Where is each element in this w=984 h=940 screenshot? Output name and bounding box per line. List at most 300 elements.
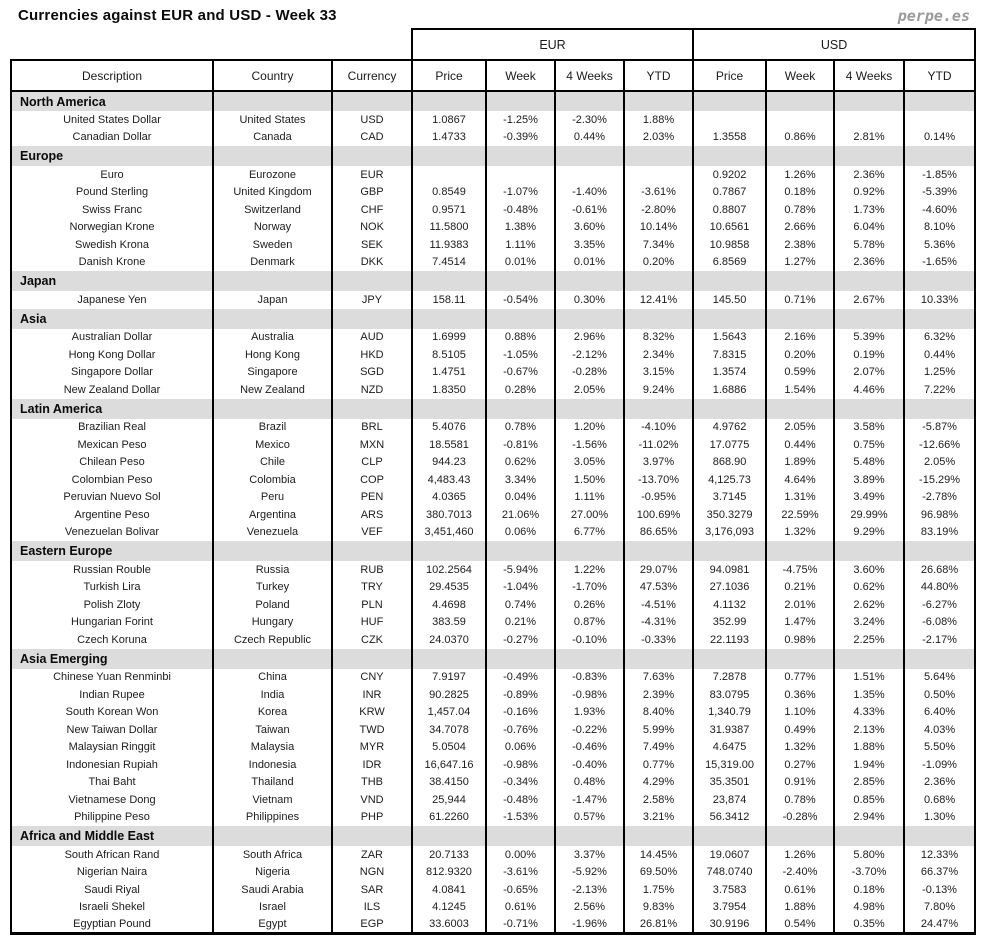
currency-row bbox=[11, 756, 975, 774]
eur-ytd: 5.99% bbox=[624, 721, 693, 739]
eur-4weeks: -1.40% bbox=[555, 184, 624, 202]
usd-4weeks: 5.39% bbox=[834, 329, 904, 347]
eur-price: 4,483.43 bbox=[412, 471, 486, 489]
eur-price: 4.4698 bbox=[412, 596, 486, 614]
currency-code: KRW bbox=[332, 704, 412, 722]
currency-row bbox=[11, 111, 975, 129]
currency-description: New Zealand Dollar bbox=[11, 381, 213, 399]
eur-price: 944.23 bbox=[412, 454, 486, 472]
eur-ytd: -4.31% bbox=[624, 614, 693, 632]
usd-ytd: 4.03% bbox=[904, 721, 975, 739]
currency-country: Taiwan bbox=[213, 721, 332, 739]
usd-price: 83.0795 bbox=[693, 686, 766, 704]
section-band-cell bbox=[693, 826, 766, 846]
usd-4weeks: 3.60% bbox=[834, 561, 904, 579]
currency-country: Brazil bbox=[213, 419, 332, 437]
col-header-eur-week: Week bbox=[486, 60, 555, 91]
eur-week: 0.62% bbox=[486, 454, 555, 472]
currency-code: VND bbox=[332, 791, 412, 809]
currency-code: SEK bbox=[332, 236, 412, 254]
group-header-eur: EUR bbox=[412, 29, 693, 60]
currency-row bbox=[11, 809, 975, 827]
currency-row bbox=[11, 614, 975, 632]
usd-ytd bbox=[904, 111, 975, 129]
currency-country: United Kingdom bbox=[213, 184, 332, 202]
currency-row bbox=[11, 184, 975, 202]
eur-price: 0.8549 bbox=[412, 184, 486, 202]
usd-price: 868.90 bbox=[693, 454, 766, 472]
eur-price: 38.4150 bbox=[412, 774, 486, 792]
currency-code: PEN bbox=[332, 489, 412, 507]
eur-week: 21.06% bbox=[486, 506, 555, 524]
currency-code: PHP bbox=[332, 809, 412, 827]
eur-ytd: 2.58% bbox=[624, 791, 693, 809]
section-band-cell bbox=[412, 271, 486, 291]
usd-price: 1.3574 bbox=[693, 364, 766, 382]
currency-row bbox=[11, 561, 975, 579]
currency-description: New Taiwan Dollar bbox=[11, 721, 213, 739]
currency-description: Vietnamese Dong bbox=[11, 791, 213, 809]
usd-4weeks: 5.48% bbox=[834, 454, 904, 472]
usd-ytd: -6.27% bbox=[904, 596, 975, 614]
usd-week: -2.40% bbox=[766, 864, 834, 882]
section-band-cell bbox=[766, 91, 834, 111]
section-band-cell bbox=[624, 826, 693, 846]
eur-week: -0.89% bbox=[486, 686, 555, 704]
section-band-cell bbox=[834, 541, 904, 561]
usd-ytd: 8.10% bbox=[904, 219, 975, 237]
usd-4weeks: 5.78% bbox=[834, 236, 904, 254]
section-band-cell bbox=[486, 91, 555, 111]
usd-price: 4.6475 bbox=[693, 739, 766, 757]
usd-ytd: -12.66% bbox=[904, 436, 975, 454]
eur-price: 812.9320 bbox=[412, 864, 486, 882]
usd-ytd: 10.33% bbox=[904, 291, 975, 309]
eur-ytd: 1.75% bbox=[624, 881, 693, 899]
eur-week: -0.76% bbox=[486, 721, 555, 739]
group-header-spacer bbox=[11, 29, 412, 60]
eur-4weeks: 6.77% bbox=[555, 524, 624, 542]
usd-ytd: 6.32% bbox=[904, 329, 975, 347]
eur-price: 33.6003 bbox=[412, 916, 486, 934]
section-band-cell bbox=[624, 309, 693, 329]
eur-week: -0.48% bbox=[486, 201, 555, 219]
eur-price: 61.2260 bbox=[412, 809, 486, 827]
currency-country: Peru bbox=[213, 489, 332, 507]
eur-price: 4.0841 bbox=[412, 881, 486, 899]
eur-4weeks: 3.05% bbox=[555, 454, 624, 472]
usd-week: 1.88% bbox=[766, 899, 834, 917]
eur-price: 11.5800 bbox=[412, 219, 486, 237]
eur-price: 90.2825 bbox=[412, 686, 486, 704]
col-header-eur-4weeks: 4 Weeks bbox=[555, 60, 624, 91]
section-band-cell bbox=[766, 309, 834, 329]
section-title: Africa and Middle East bbox=[11, 826, 213, 846]
currency-country: Philippines bbox=[213, 809, 332, 827]
currency-code: NGN bbox=[332, 864, 412, 882]
usd-week: 0.21% bbox=[766, 579, 834, 597]
currency-country: Turkey bbox=[213, 579, 332, 597]
eur-ytd bbox=[624, 166, 693, 184]
eur-week: -5.94% bbox=[486, 561, 555, 579]
currency-description: Swedish Krona bbox=[11, 236, 213, 254]
usd-ytd: 0.50% bbox=[904, 686, 975, 704]
section-header-row bbox=[11, 91, 975, 111]
section-band-cell bbox=[486, 826, 555, 846]
currency-country: Denmark bbox=[213, 254, 332, 272]
eur-ytd: 0.77% bbox=[624, 756, 693, 774]
usd-4weeks: 2.85% bbox=[834, 774, 904, 792]
usd-ytd: 83.19% bbox=[904, 524, 975, 542]
currency-description: Egyptian Pound bbox=[11, 916, 213, 934]
currency-row bbox=[11, 864, 975, 882]
currency-description: Brazilian Real bbox=[11, 419, 213, 437]
usd-ytd: 44.80% bbox=[904, 579, 975, 597]
section-header-row bbox=[11, 271, 975, 291]
col-header-usd-week: Week bbox=[766, 60, 834, 91]
section-band-cell bbox=[486, 649, 555, 669]
usd-week: 1.27% bbox=[766, 254, 834, 272]
eur-4weeks: 1.11% bbox=[555, 489, 624, 507]
eur-4weeks: -0.46% bbox=[555, 739, 624, 757]
eur-4weeks: 1.93% bbox=[555, 704, 624, 722]
currency-country: Russia bbox=[213, 561, 332, 579]
usd-ytd: -0.13% bbox=[904, 881, 975, 899]
eur-ytd: -13.70% bbox=[624, 471, 693, 489]
currency-country: Canada bbox=[213, 129, 332, 147]
eur-ytd: 47.53% bbox=[624, 579, 693, 597]
eur-4weeks: -0.10% bbox=[555, 631, 624, 649]
currency-row bbox=[11, 916, 975, 934]
eur-4weeks: -2.30% bbox=[555, 111, 624, 129]
eur-price: 34.7078 bbox=[412, 721, 486, 739]
currency-description: Norwegian Krone bbox=[11, 219, 213, 237]
col-header-eur-ytd: YTD bbox=[624, 60, 693, 91]
usd-ytd: 5.50% bbox=[904, 739, 975, 757]
section-band-cell bbox=[693, 146, 766, 166]
currency-row bbox=[11, 381, 975, 399]
currency-row bbox=[11, 201, 975, 219]
eur-ytd: 14.45% bbox=[624, 846, 693, 864]
eur-week: -1.05% bbox=[486, 346, 555, 364]
currency-country: Indonesia bbox=[213, 756, 332, 774]
section-band-cell bbox=[834, 271, 904, 291]
currency-code: MXN bbox=[332, 436, 412, 454]
currency-description: Indonesian Rupiah bbox=[11, 756, 213, 774]
currency-country: Israel bbox=[213, 899, 332, 917]
currency-country: Korea bbox=[213, 704, 332, 722]
eur-price: 1.4733 bbox=[412, 129, 486, 147]
section-band-cell bbox=[693, 541, 766, 561]
section-band-cell bbox=[213, 399, 332, 419]
eur-price: 4.1245 bbox=[412, 899, 486, 917]
section-band-cell bbox=[412, 309, 486, 329]
eur-week: 0.00% bbox=[486, 846, 555, 864]
usd-4weeks: 3.89% bbox=[834, 471, 904, 489]
eur-week: -0.27% bbox=[486, 631, 555, 649]
currency-row bbox=[11, 254, 975, 272]
eur-week: 0.06% bbox=[486, 739, 555, 757]
eur-week: 1.11% bbox=[486, 236, 555, 254]
usd-ytd: 0.68% bbox=[904, 791, 975, 809]
eur-4weeks: 0.44% bbox=[555, 129, 624, 147]
section-band-cell bbox=[332, 649, 412, 669]
currency-code: SAR bbox=[332, 881, 412, 899]
section-band-cell bbox=[555, 309, 624, 329]
section-band-cell bbox=[412, 826, 486, 846]
usd-4weeks: 1.94% bbox=[834, 756, 904, 774]
title-bar bbox=[0, 0, 984, 28]
eur-4weeks: -0.22% bbox=[555, 721, 624, 739]
eur-4weeks: 0.30% bbox=[555, 291, 624, 309]
usd-price: 3.7583 bbox=[693, 881, 766, 899]
section-band-cell bbox=[213, 541, 332, 561]
eur-4weeks: -0.61% bbox=[555, 201, 624, 219]
section-band-cell bbox=[624, 271, 693, 291]
usd-4weeks: 0.62% bbox=[834, 579, 904, 597]
usd-4weeks: 5.80% bbox=[834, 846, 904, 864]
usd-4weeks: 29.99% bbox=[834, 506, 904, 524]
currency-row bbox=[11, 669, 975, 687]
currency-row bbox=[11, 704, 975, 722]
usd-ytd: 0.14% bbox=[904, 129, 975, 147]
eur-price: 102.2564 bbox=[412, 561, 486, 579]
section-title: Asia Emerging bbox=[11, 649, 213, 669]
currency-table bbox=[10, 28, 976, 935]
eur-ytd: 12.41% bbox=[624, 291, 693, 309]
currency-description: Swiss Franc bbox=[11, 201, 213, 219]
eur-price: 16,647.16 bbox=[412, 756, 486, 774]
eur-week: -0.81% bbox=[486, 436, 555, 454]
col-header-usd-ytd: YTD bbox=[904, 60, 975, 91]
eur-price: 3,451,460 bbox=[412, 524, 486, 542]
usd-price: 19.0607 bbox=[693, 846, 766, 864]
currency-country: Norway bbox=[213, 219, 332, 237]
usd-price: 350.3279 bbox=[693, 506, 766, 524]
usd-4weeks: 2.67% bbox=[834, 291, 904, 309]
eur-4weeks: -0.83% bbox=[555, 669, 624, 687]
eur-week: 3.34% bbox=[486, 471, 555, 489]
section-band-cell bbox=[486, 309, 555, 329]
section-title: Asia bbox=[11, 309, 213, 329]
eur-ytd: 7.49% bbox=[624, 739, 693, 757]
eur-4weeks bbox=[555, 166, 624, 184]
usd-price: 1.5643 bbox=[693, 329, 766, 347]
eur-week: -0.49% bbox=[486, 669, 555, 687]
usd-price: 1.3558 bbox=[693, 129, 766, 147]
usd-week: 0.20% bbox=[766, 346, 834, 364]
eur-week: -0.67% bbox=[486, 364, 555, 382]
usd-week: 1.32% bbox=[766, 524, 834, 542]
usd-4weeks: 2.36% bbox=[834, 254, 904, 272]
usd-4weeks: 4.46% bbox=[834, 381, 904, 399]
section-band-cell bbox=[624, 541, 693, 561]
section-band-cell bbox=[486, 271, 555, 291]
section-band-cell bbox=[555, 399, 624, 419]
usd-week: 0.77% bbox=[766, 669, 834, 687]
eur-price: 380.7013 bbox=[412, 506, 486, 524]
usd-week: 0.98% bbox=[766, 631, 834, 649]
currency-country: Sweden bbox=[213, 236, 332, 254]
currency-row bbox=[11, 129, 975, 147]
usd-week: 0.44% bbox=[766, 436, 834, 454]
usd-4weeks: 2.13% bbox=[834, 721, 904, 739]
eur-price: 1.6999 bbox=[412, 329, 486, 347]
currency-country: Vietnam bbox=[213, 791, 332, 809]
eur-4weeks: -2.12% bbox=[555, 346, 624, 364]
section-band-cell bbox=[332, 826, 412, 846]
currency-row bbox=[11, 739, 975, 757]
usd-week: 1.47% bbox=[766, 614, 834, 632]
currency-code: CLP bbox=[332, 454, 412, 472]
usd-ytd: 7.80% bbox=[904, 899, 975, 917]
usd-4weeks: 2.62% bbox=[834, 596, 904, 614]
usd-price: 6.8569 bbox=[693, 254, 766, 272]
eur-price: 383.59 bbox=[412, 614, 486, 632]
eur-ytd: 3.15% bbox=[624, 364, 693, 382]
eur-4weeks: 3.35% bbox=[555, 236, 624, 254]
section-band-cell bbox=[766, 271, 834, 291]
eur-ytd: 7.34% bbox=[624, 236, 693, 254]
section-band-cell bbox=[332, 271, 412, 291]
eur-price: 20.7133 bbox=[412, 846, 486, 864]
usd-4weeks: 0.85% bbox=[834, 791, 904, 809]
col-header-eur-price: Price bbox=[412, 60, 486, 91]
currency-row bbox=[11, 899, 975, 917]
currency-row bbox=[11, 596, 975, 614]
section-band-cell bbox=[213, 826, 332, 846]
currency-description: Turkish Lira bbox=[11, 579, 213, 597]
eur-week: 0.88% bbox=[486, 329, 555, 347]
currency-description: Philippine Peso bbox=[11, 809, 213, 827]
currency-code: USD bbox=[332, 111, 412, 129]
usd-ytd: 2.36% bbox=[904, 774, 975, 792]
currency-country: Switzerland bbox=[213, 201, 332, 219]
eur-price: 1.4751 bbox=[412, 364, 486, 382]
currency-code: DKK bbox=[332, 254, 412, 272]
usd-week: 0.91% bbox=[766, 774, 834, 792]
currency-country: New Zealand bbox=[213, 381, 332, 399]
eur-ytd: -11.02% bbox=[624, 436, 693, 454]
eur-4weeks: 0.01% bbox=[555, 254, 624, 272]
usd-week: 0.78% bbox=[766, 201, 834, 219]
usd-week: 0.71% bbox=[766, 291, 834, 309]
usd-price: 3.7145 bbox=[693, 489, 766, 507]
eur-ytd: 9.83% bbox=[624, 899, 693, 917]
usd-ytd: 24.47% bbox=[904, 916, 975, 934]
eur-week: -0.71% bbox=[486, 916, 555, 934]
currency-row bbox=[11, 631, 975, 649]
usd-ytd: -1.09% bbox=[904, 756, 975, 774]
eur-4weeks: 27.00% bbox=[555, 506, 624, 524]
section-band-cell bbox=[904, 399, 975, 419]
usd-4weeks: 0.19% bbox=[834, 346, 904, 364]
usd-4weeks: 4.33% bbox=[834, 704, 904, 722]
section-band-cell bbox=[555, 649, 624, 669]
eur-ytd: 29.07% bbox=[624, 561, 693, 579]
usd-price: 31.9387 bbox=[693, 721, 766, 739]
usd-week: 22.59% bbox=[766, 506, 834, 524]
eur-week: 0.28% bbox=[486, 381, 555, 399]
currency-country: Nigeria bbox=[213, 864, 332, 882]
usd-price bbox=[693, 111, 766, 129]
currency-code: BRL bbox=[332, 419, 412, 437]
eur-ytd: 86.65% bbox=[624, 524, 693, 542]
usd-week: -0.28% bbox=[766, 809, 834, 827]
eur-4weeks: -1.47% bbox=[555, 791, 624, 809]
page-title: Currencies against EUR and USD - Week 33 bbox=[18, 7, 337, 24]
eur-price: 11.9383 bbox=[412, 236, 486, 254]
section-band-cell bbox=[412, 541, 486, 561]
usd-price: 56.3412 bbox=[693, 809, 766, 827]
currency-code: COP bbox=[332, 471, 412, 489]
currency-code: RUB bbox=[332, 561, 412, 579]
group-header-usd: USD bbox=[693, 29, 975, 60]
eur-4weeks: 0.87% bbox=[555, 614, 624, 632]
currency-country: Eurozone bbox=[213, 166, 332, 184]
section-band-cell bbox=[412, 399, 486, 419]
currency-country: Argentina bbox=[213, 506, 332, 524]
currency-country: Thailand bbox=[213, 774, 332, 792]
usd-4weeks: 0.35% bbox=[834, 916, 904, 934]
currency-code: VEF bbox=[332, 524, 412, 542]
currency-code: IDR bbox=[332, 756, 412, 774]
currency-row bbox=[11, 686, 975, 704]
usd-price: 15,319.00 bbox=[693, 756, 766, 774]
currency-country: Singapore bbox=[213, 364, 332, 382]
currency-description: Thai Baht bbox=[11, 774, 213, 792]
usd-week: -4.75% bbox=[766, 561, 834, 579]
usd-price: 748.0740 bbox=[693, 864, 766, 882]
eur-ytd: 4.29% bbox=[624, 774, 693, 792]
currency-country: South Africa bbox=[213, 846, 332, 864]
currency-row bbox=[11, 329, 975, 347]
eur-ytd: -0.33% bbox=[624, 631, 693, 649]
usd-week: 1.54% bbox=[766, 381, 834, 399]
currency-country: Saudi Arabia bbox=[213, 881, 332, 899]
eur-price: 5.0504 bbox=[412, 739, 486, 757]
currency-code: CNY bbox=[332, 669, 412, 687]
currency-description: Israeli Shekel bbox=[11, 899, 213, 917]
currency-description: United States Dollar bbox=[11, 111, 213, 129]
eur-price: 1.8350 bbox=[412, 381, 486, 399]
usd-4weeks: 0.75% bbox=[834, 436, 904, 454]
eur-price: 8.5105 bbox=[412, 346, 486, 364]
currency-row bbox=[11, 791, 975, 809]
currency-country: Japan bbox=[213, 291, 332, 309]
eur-week: -0.98% bbox=[486, 756, 555, 774]
usd-ytd: -1.65% bbox=[904, 254, 975, 272]
eur-price: 7.9197 bbox=[412, 669, 486, 687]
eur-ytd: 100.69% bbox=[624, 506, 693, 524]
usd-week: 2.05% bbox=[766, 419, 834, 437]
usd-price: 10.6561 bbox=[693, 219, 766, 237]
section-band-cell bbox=[766, 826, 834, 846]
col-header-description: Description bbox=[11, 60, 213, 91]
eur-week: -1.53% bbox=[486, 809, 555, 827]
usd-4weeks: 3.58% bbox=[834, 419, 904, 437]
section-band-cell bbox=[332, 91, 412, 111]
eur-4weeks: 3.37% bbox=[555, 846, 624, 864]
usd-ytd: -6.08% bbox=[904, 614, 975, 632]
currency-code: HKD bbox=[332, 346, 412, 364]
eur-4weeks: -1.96% bbox=[555, 916, 624, 934]
section-header-row bbox=[11, 309, 975, 329]
usd-week: 2.01% bbox=[766, 596, 834, 614]
currency-code: EGP bbox=[332, 916, 412, 934]
section-band-cell bbox=[904, 541, 975, 561]
currency-row bbox=[11, 291, 975, 309]
